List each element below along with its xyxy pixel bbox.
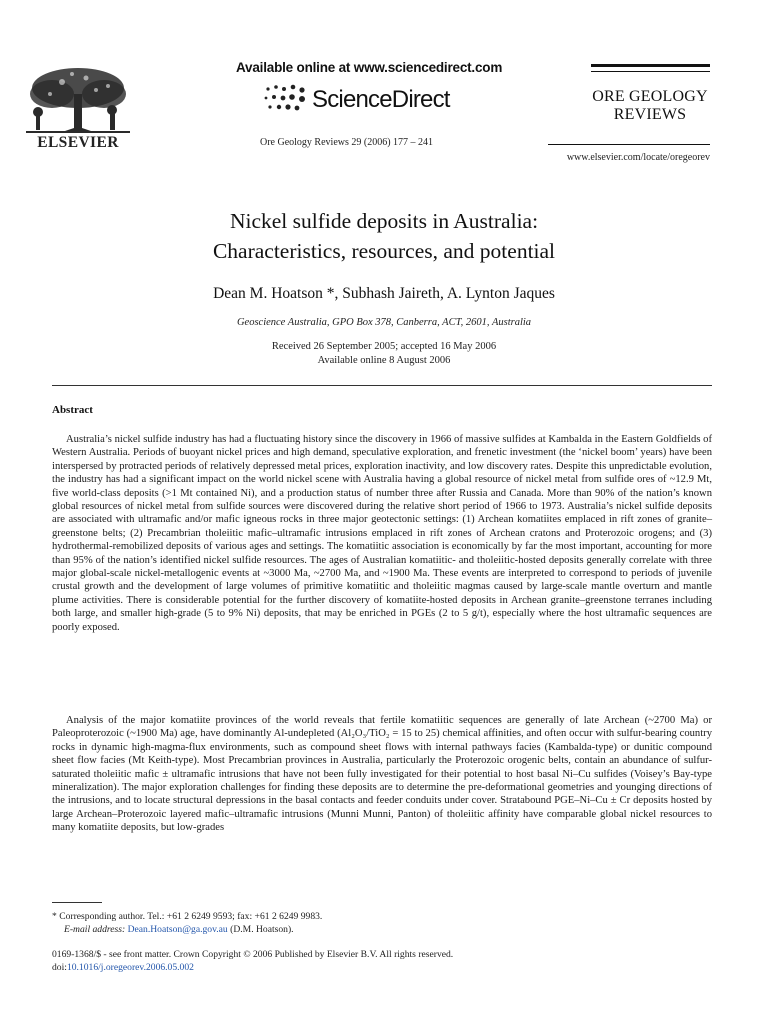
journal-title-rule-thin	[591, 71, 710, 72]
journal-reference: Ore Geology Reviews 29 (2006) 177 – 241	[260, 137, 434, 148]
footnote-rule	[52, 902, 102, 903]
abstract-top-rule	[52, 385, 712, 386]
available-date: Available online 8 August 2006	[317, 355, 451, 366]
sciencedirect-dots-icon	[262, 83, 308, 113]
journal-title-line1: ORE GEOLOGY	[592, 88, 708, 105]
journal-title	[585, 88, 715, 124]
abstract-paragraph-2: Analysis of the major komatiite provinces of the world reveals that fertile komatiitic sequences are generally of late Archean (~2700 Ma) or Paleoproterozoic (~1900 Ma) age, have dominantly Al-undepleted (Al₂O₃/TiO₂ = 15 to 25) chemical affinities, and often occur with sulfur-bearing country rocks in dynamic high-magma-flux environments, such as compound sheet flows with internal pathways facies (Kambalda-type) or dunitic compound sheet flow facies (Mt Keith-type). Most Precambrian provinces in Australia, particularly the Proterozoic orogenic belts, contain an abundance of sulfur-saturated tholeiitic mafic ± ultramafic intrusions that have not been fully investigated for their potential to host basal Ni–Cu sulfides (Voisey’s Bay-type mineralization). The major exploration challenges for finding these deposits are to determine the pre-deformational geometries and younging directions of the intrusions, and to locate structural depressions in the basal contacts and feeder conduits under cover. Stratabound PGE–Ni–Cu ± Cr deposits hosted by large Archean–Proterozoic layered mafic–ultramafic intrusions (Munni Munni, Panton) of tholeiitic affinity have comparable global nickel resources to many komatiite deposits, but low-grades	[52, 715, 712, 834]
abstract-heading: Abstract	[52, 404, 93, 416]
email-label: E-mail address:	[64, 924, 126, 935]
abstract-paragraph-1: Australia’s nickel sulfide industry has had a fluctuating history since the discovery in 1966 of massive sulfides at Kambalda in the Eastern Goldfields of Western Australia. Periods of buoyant nickel prices and high demand, speculative exploration, and frenetic investment (the ‘nickel boom’ years) have been interspersed by protracted periods of relatively depressed metal prices, exploration inactivity, and low discovery rates. Despite this unpredictable evolution, the industry has had a significant impact on the world nickel scene with Australia having a global resource of nickel metal from sulfide ores of ~12.9 Mt, five world-class deposits (>1 Mt contained Ni), and a production status of number three after Russia and Canada. More than 90% of the nation’s known global resources of nickel metal from sulfide sources were discovered during the relative short period of 1966 to 1973. Australia’s nickel sulfide deposits are associated with ultramafic and/or mafic igneous rocks in three major geotectonic settings: (1) Archean komatiites emplaced in rift zones of granite–greenstone belts; (2) Precambrian tholeiitic mafic–ultramafic intrusions emplaced in rift zones of Archean cratons and Proterozoic orogens; and (3) hydrothermal-remobilized deposits of various ages and settings. The komatiitic association is economically by far the most important, accounting for more than 95% of the nation’s identified nickel sulfide resources. The ages of Australian komatiitic- and tholeiitic-hosted deposits generally correlate with three major global-scale nickel-metallogenic events at ~3000 Ma, ~2700 Ma, and ~1900 Ma. These events are interpreted to correspond to periods of juvenile crustal growth and the development of large volumes of primitive komatiitic and tholeiitic magmas caused by large-scale mantle overturn and mantle plume activities. There is considerable potential for the further discovery of komatiite-hosted deposits in Archean granite–greenstone terranes including both large, and smaller high-grade (5 to 9% Ni) deposits, that may be enriched in PGEs (2 to 5 g/t), especially where the host ultramafic sequences are poorly exposed.	[52, 434, 712, 633]
available-online-text[interactable]: Available online at www.sciencedirect.com	[236, 60, 503, 75]
article-title	[60, 206, 708, 266]
received-date: Received 26 September 2005; accepted 16 May 2006	[271, 341, 497, 352]
email-link[interactable]: Dean.Hoatson@ga.gov.au	[127, 924, 228, 935]
doi-line	[52, 961, 194, 974]
article-authors: Dean M. Hoatson *, Subhash Jaireth, A. Lynton Jaques	[213, 285, 555, 302]
email-note	[64, 923, 294, 936]
publisher-name: ELSEVIER	[37, 134, 119, 151]
author-affiliation: Geoscience Australia, GPO Box 378, Canberra, ACT, 2601, Australia	[236, 317, 532, 328]
doi-link[interactable]: 10.1016/j.oregeorev.2006.05.002	[66, 962, 194, 973]
article-title-line2: Characteristics, resources, and potential	[212, 239, 556, 263]
email-owner: (D.M. Hoatson).	[230, 924, 294, 935]
copyright-notice: 0169-1368/$ - see front matter. Crown Copyright © 2006 Published by Elsevier B.V. All rights reserved.	[52, 949, 454, 960]
article-title-line1: Nickel sulfide deposits in Australia:	[229, 209, 539, 233]
article-dates	[60, 340, 708, 368]
journal-title-line2: REVIEWS	[613, 106, 687, 123]
corresponding-author-note: * Corresponding author. Tel.: +61 2 6249 9593; fax: +61 2 6249 9983.	[52, 911, 323, 922]
journal-title-rule-thick	[591, 64, 710, 67]
journal-title-rule-bottom	[548, 144, 710, 145]
journal-url-link[interactable]: www.elsevier.com/locate/oregeorev	[566, 152, 710, 163]
sciencedirect-logo-text: ScienceDirect	[312, 86, 450, 113]
doi-prefix: doi:	[52, 962, 67, 973]
